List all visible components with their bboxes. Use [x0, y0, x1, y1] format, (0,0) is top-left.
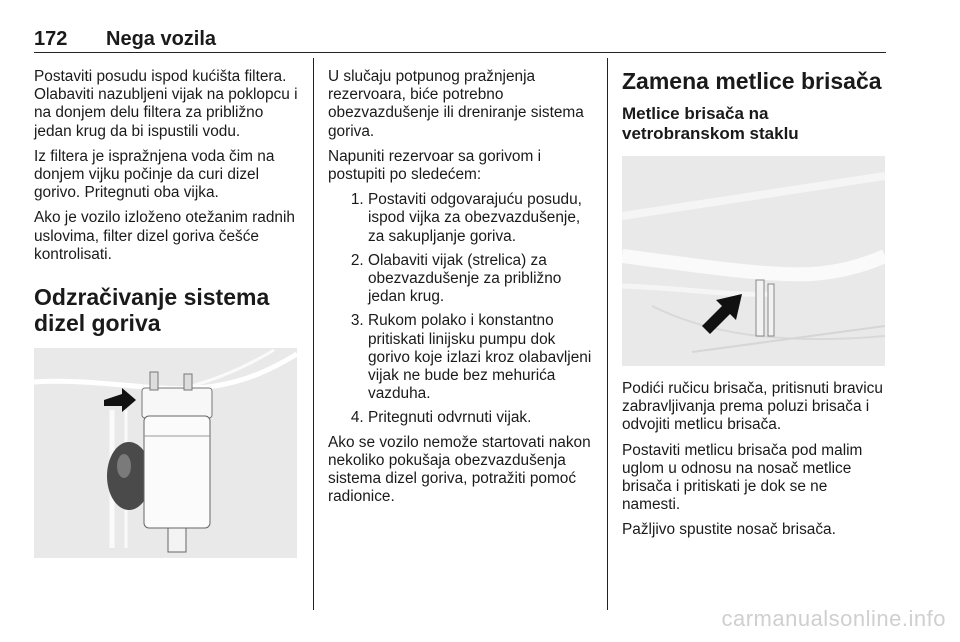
list-item: 2. Olabaviti vijak (strelica) za obezvazdušenje za približno jedan krug.	[368, 252, 594, 307]
wiper-blade-illustration	[622, 156, 885, 366]
page-header	[34, 28, 886, 50]
list-item: 1. Postaviti odgovarajuću posudu, ispod vijka za obezvazdušenje, za sakupljanje goriva.	[368, 191, 594, 246]
column-2	[328, 68, 594, 513]
section-heading: Zamena metlice brisača	[622, 68, 882, 94]
paragraph: Podići ručicu brisača, pritisnuti bravicu zabravljivanja prema poluzi brisača i odvojiti metlicu brisača.	[622, 380, 883, 434]
paragraph: U slučaju potpunog pražnjenja rezervoara, biće potrebno obezvazdušenje ili dreniranje sistema goriva.	[328, 68, 584, 140]
fuel-filter-illustration	[34, 348, 297, 558]
running-title: Nega vozila	[106, 28, 217, 50]
list-item: 4. Pritegnuti odvrnuti vijak.	[368, 409, 594, 427]
list-item: 3. Rukom polako i konstantno pritiskati linijsku pumpu dok gorivo koje izlazi kroz olabavljeni vijak ne bude bez mehurića vazduha.	[368, 312, 594, 403]
page-number: 172	[34, 28, 68, 50]
column-divider-2	[607, 58, 608, 610]
section-heading: Odzračivanje sistema dizel goriva	[34, 284, 270, 337]
paragraph: Iz filtera je ispražnjena voda čim na donjem vijku počinje da curi dizel gorivo. Pritegnuti oba vijka.	[34, 147, 275, 202]
header-rule	[34, 52, 886, 53]
paragraph: Ako je vozilo izloženo otežanim radnih uslovima, filter dizel goriva češće kontrolisati.	[34, 209, 295, 263]
column-1	[34, 68, 302, 558]
watermark: carmanualsonline.info	[721, 606, 946, 631]
paragraph: Postaviti posudu ispod kućišta filtera. Olabaviti nazubljeni vijak na poklopcu i na donjem delu filtera za približno jedan krug da bi ispustili vodu.	[34, 68, 298, 140]
steps-list	[328, 191, 594, 427]
paragraph: Napuniti rezervoar sa gorivom i postupiti po sledećem:	[328, 147, 541, 184]
paragraph: Pažljivo spustite nosač brisača.	[622, 521, 836, 539]
paragraph: Ako se vozilo nemože startovati nakon nekoliko pokušaja obezvazdušenja sistema dizel goriva, potražiti pomoć radionice.	[328, 433, 591, 506]
column-3	[622, 68, 888, 547]
paragraph: Postaviti metlicu brisača pod malim uglom u odnosu na nosač metlice brisača i pritiskati je dok se ne namesti.	[622, 441, 863, 514]
column-divider-1	[313, 58, 314, 610]
subsection-heading: Metlice brisača na vetrobranskom staklu	[622, 104, 799, 143]
